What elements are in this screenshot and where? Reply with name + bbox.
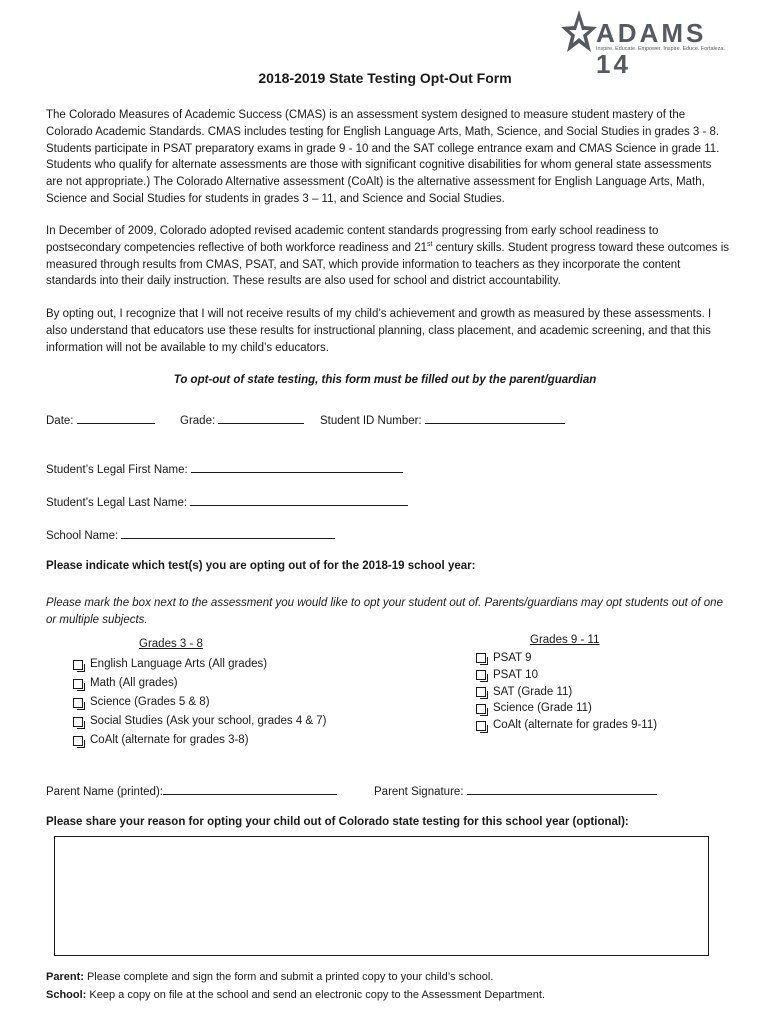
checkbox[interactable] [73,698,83,708]
option-coalt-9-11[interactable] [476,717,657,734]
checkbox[interactable] [476,721,486,731]
intro-paragraph-cmas: The Colorado Measures of Academic Success (CMAS) is an assessment system designed to measure student mastery of the Colorado Academic Standards. CMAS includes testing for English Language Arts, Math, Science, and Social Studies in grades 3 - 8. Students participate in PSAT preparatory exams in grade 9 - 10 and the SAT college entrance exam and CMAS Science in grade 11. Students who qualify for alternate assessments are those with significant cognitive disabilities for whom general state assessments are not appropriate.) The Colorado Alternative assessment (CoAlt) is the alternative assessment for English Language Arts, Math, Science and Social Studies for students in grades 3 – 11, and Science and Social Studies. [46,109,720,205]
school-name-label: School Name: [46,530,119,542]
student-id-field[interactable] [320,411,565,427]
tests-instruction: Please mark the box next to the assessment you would like to opt your student out of. Parents/guardians may opt students out of one or multiple subjects. [46,597,723,626]
last-name-field[interactable] [46,493,408,509]
grade-field[interactable] [180,411,304,427]
checkbox[interactable] [476,687,486,697]
checkbox[interactable] [476,670,486,680]
footer-parent-label: Parent: [46,971,84,983]
first-name-field[interactable] [46,460,403,476]
reason-textbox[interactable] [54,836,709,956]
intro-paragraph-standards [46,223,730,290]
checkbox[interactable] [73,679,83,689]
first-name-input-line[interactable] [191,460,403,473]
checkbox[interactable] [73,717,83,727]
parent-signature-field[interactable] [374,782,657,798]
checkbox[interactable] [476,704,486,714]
last-name-input-line[interactable] [190,493,408,506]
option-label: PSAT 10 [493,668,538,681]
logo-tagline: Inspire. Educate. Empower. Inspire. Educe. Fortaleza. [596,46,725,52]
footer-school-note [46,989,545,1001]
option-label: Science (Grades 5 & 8) [90,696,210,708]
grades-3-8-heading: Grades 3 - 8 [139,638,203,650]
first-name-label: Student’s Legal First Name: [46,464,188,476]
option-label: PSAT 9 [493,652,532,664]
option-label: English Language Arts (All grades) [90,658,268,670]
option-label: CoAlt (alternate for grades 3-8) [90,734,249,746]
form-title: 2018-2019 State Testing Opt-Out Form [258,70,512,86]
grade-input-line[interactable] [218,411,304,424]
parent-name-field[interactable] [46,782,337,798]
option-label: Math (All grades) [90,677,178,689]
option-psat-9[interactable] [476,650,657,667]
paragraph-text: century skills. Student progress toward these outcomes is measured through results from CMAS, PSAT, and SAT, which provide information to teachers as they incorporate the content standards into their daily instruction. These results are also used for school and district accountability. [46,241,730,288]
option-label: CoAlt (alternate for grades 9-11) [493,719,658,732]
grades-9-11-heading: Grades 9 - 11 [530,634,600,646]
parent-signature-label: Parent Signature: [374,786,464,798]
logo-wordmark: ADAMS 14 [596,18,707,79]
option-ela[interactable] [73,655,327,674]
parent-signature-input-line[interactable] [467,782,657,795]
school-name-input-line[interactable] [121,526,335,539]
option-sat[interactable] [476,684,657,701]
checkbox[interactable] [73,736,83,746]
option-label: Science (Grade 11) [493,702,592,715]
checkbox[interactable] [476,653,486,663]
school-name-field[interactable] [46,526,335,542]
footer-school-label: School: [46,989,87,1001]
grade-label: Grade: [180,415,216,427]
grades-3-8-options [73,655,327,750]
reason-heading: Please share your reason for opting your child out of Colorado state testing for this school year (optional): [46,816,629,828]
option-math[interactable] [73,674,327,693]
date-label: Date: [46,415,74,427]
option-science-11[interactable] [476,700,657,717]
student-id-label: Student ID Number: [320,415,422,427]
option-psat-10[interactable] [476,667,657,684]
option-label: SAT (Grade 11) [493,685,573,698]
tests-heading: Please indicate which test(s) you are opting out of for the 2018-19 school year: [46,560,476,572]
superscript: st [427,240,433,248]
option-social-studies[interactable] [73,712,327,731]
option-science-3-8[interactable] [73,693,327,712]
star-icon [558,8,598,58]
intro-paragraph-opt-out: By opting out, I recognize that I will not receive results of my child’s achievement and growth as measured by these assessments. I also understand that educators use these results for instructional planning, class placement, and academic screening, and that this information will not be available to my child’s educators. [46,308,712,354]
parent-name-input-line[interactable] [163,782,337,795]
option-coalt-3-8[interactable] [73,731,327,750]
district-logo [558,8,728,79]
footer-parent-text: Please complete and sign the form and submit a printed copy to your child’s school. [83,971,494,983]
last-name-label: Student’s Legal Last Name: [46,497,188,509]
footer-parent-note [46,971,493,983]
instruction-heading: To opt-out of state testing, this form must be filled out by the parent/guardian [173,374,597,386]
grades-9-11-options [476,650,657,734]
footer-school-text: Keep a copy on file at the school and send an electronic copy to the Assessment Department. [86,989,545,1001]
paragraph-text: In December of 2009, Colorado adopted revised academic content standards progressing from early school readiness to postsecondary competencies reflective of both workforce readiness and 21 [46,225,659,254]
option-label: Social Studies (Ask your school, grades 4 & 7) [90,715,327,727]
parent-name-label: Parent Name (printed): [46,786,163,798]
checkbox[interactable] [73,660,83,670]
student-id-input-line[interactable] [425,411,565,424]
date-field[interactable] [46,411,155,427]
date-input-line[interactable] [77,411,155,424]
